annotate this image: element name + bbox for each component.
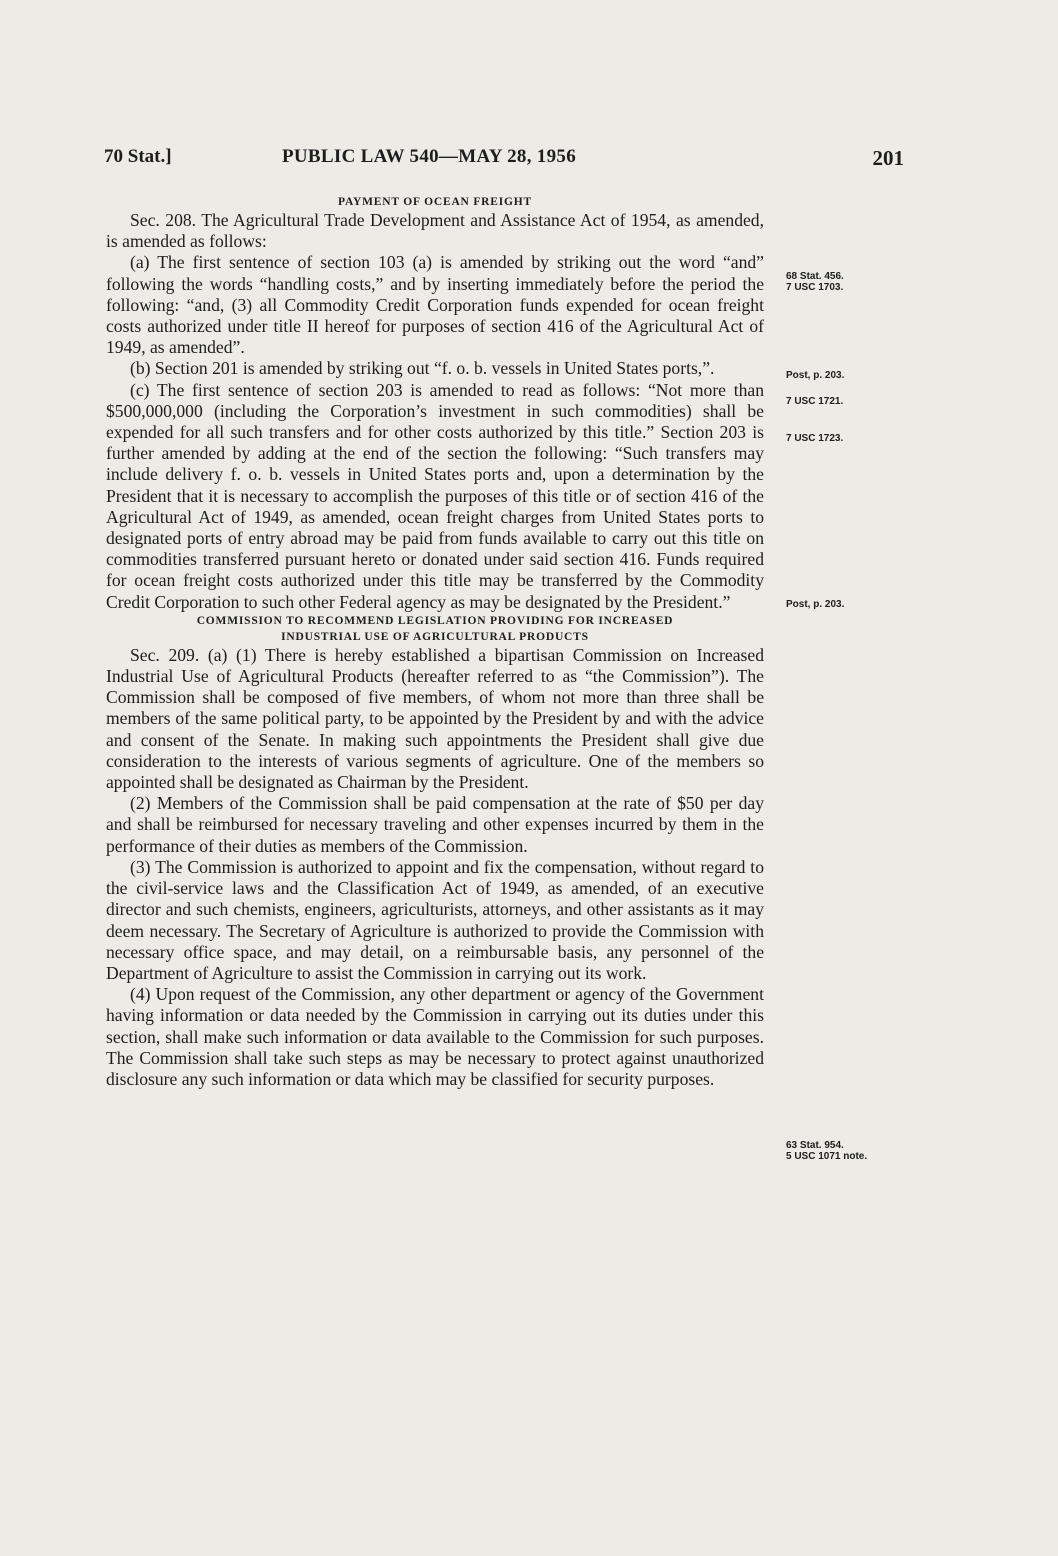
page-number: 201 xyxy=(872,146,904,170)
margin-note-post-203: Post, p. 203. xyxy=(786,370,845,381)
sec-209-a-4: (4) Upon request of the Commission, any other department or agency of the Government having information or data needed by the Commission in carrying out its duties under this section, shall make such information or data available to the Commission for such purposes. The Commission shall take such steps as may be necessary to protect against unauthorized disclosure any such information or data which may be classified for security purposes. xyxy=(106,984,764,1089)
sec-208-b: (b) Section 201 is amended by striking out “f. o. b. vessels in United States ports,”. xyxy=(130,358,715,379)
sec-209-a-1: Sec. 209. (a) (1) There is hereby established a bipartisan Commission on Increased Industrial Use of Agricultural Products (hereafter referred to as “the Commission”). The Commission shall be composed of five members, of whom not more than three shall be members of the same political party, to be appointed by the President by and with the advice and consent of the Senate. In making such appointments the President shall give due consideration to the interests of various segments of agriculture. One of the members so appointed shall be designated as Chairman by the President. xyxy=(106,644,764,793)
heading-line-1: COMMISSION TO RECOMMEND LEGISLATION PROVIDING FOR INCREASED xyxy=(196,614,674,627)
section-heading-ocean-freight: PAYMENT OF OCEAN FREIGHT xyxy=(338,196,532,208)
margin-note-7-usc-1723: 7 USC 1723. xyxy=(786,433,844,444)
heading-line-2: INDUSTRIAL USE OF AGRICULTURAL PRODUCTS xyxy=(281,630,589,643)
margin-note-63-stat xyxy=(786,1140,867,1162)
sec-209-a-2: (2) Members of the Commission shall be paid compensation at the rate of $50 per day and shall be reimbursed for necessary traveling and other expenses incurred by them in the performance of their duties as members of the Commission. xyxy=(106,793,764,856)
section-heading-commission xyxy=(106,613,764,645)
running-title: PUBLIC LAW 540—MAY 28, 1956 xyxy=(282,146,577,167)
sec-208-a: (a) The first sentence of section 103 (a) is amended by striking out the word “and” following the words “handling costs,” and by inserting immediately before the period the following: “and, (3) all Commodity Credit Corporation funds expended for ocean freight costs authorized under title II hereof for purposes of section 416 of the Agricultural Act of 1949, as amended”. xyxy=(106,252,764,358)
margin-note-line: 7 USC 1703. xyxy=(786,282,844,293)
sec-209-a-3: (3) The Commission is authorized to appoint and fix the compensation, without regard to the civil-service laws and the Classification Act of 1949, as amended, of an executive director and such chemists, engineers, agriculturists, attorneys, and other assistants as it may deem necessary. The Secretary of Agriculture is authorized to provide the Commission with necessary office space, and may detail, on a reimbursable basis, any personnel of the Department of Agriculture to assist the Commission in carrying out its work. xyxy=(106,856,764,983)
margin-note-post-203-b: Post, p. 203. xyxy=(786,599,845,610)
margin-note-7-usc-1721: 7 USC 1721. xyxy=(786,396,844,407)
statute-volume: 70 Stat.] xyxy=(104,146,172,167)
margin-note-line: 5 USC 1071 note. xyxy=(786,1151,868,1162)
margin-note-line: 68 Stat. 456. xyxy=(786,271,844,282)
main-text-column xyxy=(106,194,764,1090)
sec-208-c: (c) The first sentence of section 203 is amended to read as follows: “Not more than $500,000,000 (including the Corporation’s investment in such commodities) shall be expended for all such transfers and for other costs authorized by this title.” Section 203 is further amended by adding at the end of the section the following: “Such transfers may include delivery f. o. b. vessels in United States ports and, upon a determination by the President that it is necessary to accomplish the purposes of this title or of section 416 of the Agricultural Act of 1949, as amended, ocean freight charges from United States ports to designated ports of entry abroad may be paid from funds available to carry out this title on commodities transferred pursuant hereto or donated under said section 416. Funds required for ocean freight costs authorized under this title may be transferred by the Commodity Credit Corporation to such other Federal agency as may be designated by the President.” xyxy=(106,379,764,612)
margin-note-68-stat xyxy=(786,271,844,293)
sec-208-intro: Sec. 208. The Agricultural Trade Development and Assistance Act of 1954, as amended, is amended as follows: xyxy=(106,210,764,252)
margin-note-line: 63 Stat. 954. xyxy=(786,1140,844,1151)
page-header xyxy=(104,146,904,176)
